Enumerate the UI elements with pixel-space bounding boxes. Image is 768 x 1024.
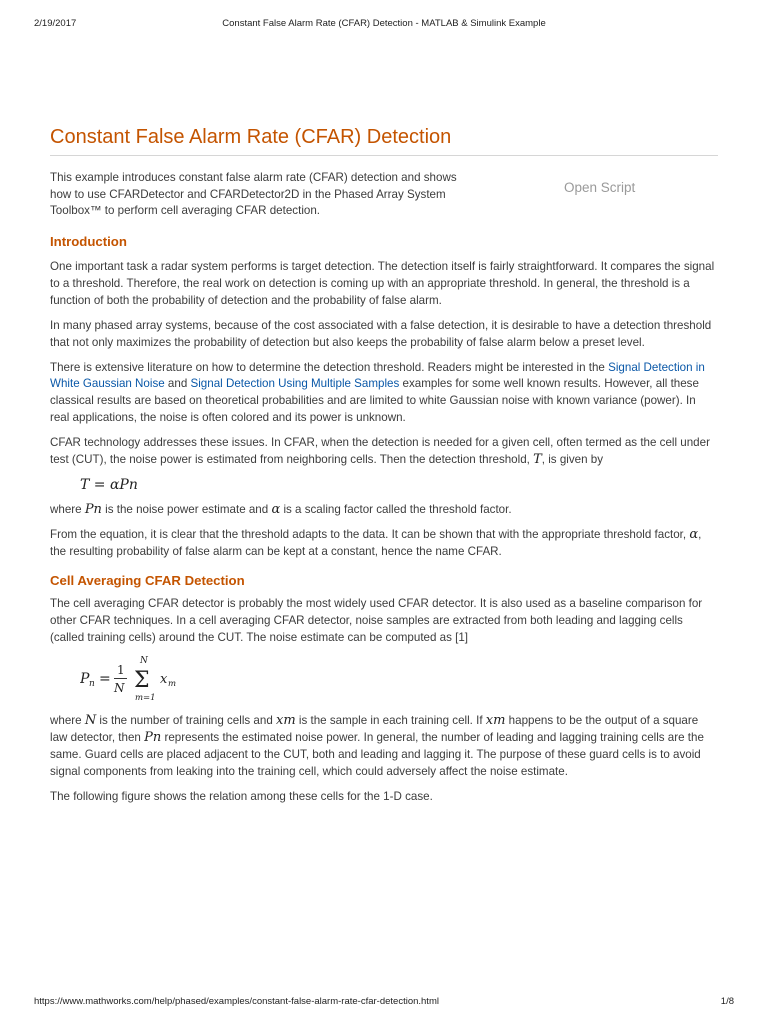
math-symbol-N: N	[84, 713, 97, 729]
svg-text:m: m	[168, 679, 177, 690]
section-heading-introduction: Introduction	[50, 234, 127, 249]
paragraph: In many phased array systems, because of the cost associated with a false detection, it is desirable to have a detection threshold that not only maximizes the probability of detection but also keeps the probability of false alarm below a preset level.	[50, 318, 712, 349]
paragraph-text: is a scaling factor called the threshold factor.	[280, 502, 512, 516]
equation-figure	[80, 654, 220, 704]
paragraph	[50, 713, 718, 781]
paragraph-text: examples for some well known results. However, all these classical results are based on theoretical probabilities and are limited to white Gaussian noise with known variance (power). In real applications, the noise is often colored and its power is unknown.	[50, 377, 699, 425]
paragraph-text: where	[50, 502, 85, 516]
svg-text:1: 1	[117, 663, 125, 678]
paragraph-text: is the noise power estimate and	[101, 502, 272, 516]
equation-text: T = αPn	[80, 476, 138, 493]
svg-text:=: =	[99, 671, 111, 688]
print-page-title: Constant False Alarm Rate (CFAR) Detection - MATLAB & Simulink Example	[222, 18, 546, 29]
math-symbol-alpha: α	[689, 526, 699, 542]
section-heading-cell-averaging: Cell Averaging CFAR Detection	[50, 572, 245, 588]
paragraph-text: and	[164, 377, 191, 391]
print-header	[34, 18, 734, 32]
math-symbol-alpha: α	[271, 501, 281, 517]
print-footer	[34, 996, 734, 1010]
paragraph: The following figure shows the relation among these cells for the 1-D case.	[50, 790, 433, 804]
print-date: 2/19/2017	[34, 18, 77, 29]
svg-text:N: N	[114, 681, 125, 696]
link-signal-detection-white-gaussian-noise[interactable]: Signal Detection in White Gaussian Noise	[50, 360, 705, 391]
svg-text:N: N	[140, 656, 148, 667]
page-number: 1/8	[720, 996, 734, 1007]
svg-text:n: n	[89, 679, 95, 690]
link-signal-detection-multiple-samples[interactable]: Signal Detection Using Multiple Samples	[190, 377, 400, 391]
svg-text:x: x	[160, 672, 168, 688]
intro-row	[50, 170, 718, 220]
svg-text:P: P	[80, 671, 90, 688]
page-title: Constant False Alarm Rate (CFAR) Detection	[50, 126, 718, 156]
paragraph-text: represents the estimated noise power. In general, the number of leading and lagging training cells are the same. Guard cells are placed adjacent to the CUT, both and leading and lagging it. The purpose of these guard cells is to avoid signal components from leaking into the training cell, which could adversely affect the noise estimate.	[50, 731, 704, 779]
article	[50, 126, 718, 806]
open-script-button[interactable]: Open Script	[564, 180, 636, 195]
equation-noise-estimate	[80, 654, 718, 704]
paragraph	[50, 360, 718, 428]
paragraph: The cell averaging CFAR detector is probably the most widely used CFAR detector. It is also used as a baseline comparison for other CFAR techniques. In a cell averaging CFAR detector, noise samples are extracted from both leading and lagging cells (called training cells) around the CUT. The noise estimate can be computed as [1]	[50, 596, 703, 644]
math-symbol-T: T	[533, 452, 542, 468]
paragraph-text: is the number of training cells and	[96, 714, 276, 728]
math-symbol-xm: xm	[485, 713, 506, 729]
paragraph	[50, 502, 718, 519]
svg-text:Σ: Σ	[134, 668, 150, 694]
math-symbol-Pn: Pn	[144, 730, 162, 746]
math-symbol-Pn: Pn	[84, 501, 102, 517]
svg-text:m=1: m=1	[135, 693, 156, 704]
paragraph-text: is the sample in each training cell. If	[295, 714, 486, 728]
print-url: https://www.mathworks.com/help/phased/examples/constant-false-alarm-rate-cfar-detection.html	[34, 996, 439, 1007]
paragraph	[50, 527, 718, 561]
paragraph-text: From the equation, it is clear that the threshold adapts to the data. It can be shown that with the appropriate threshold factor,	[50, 527, 690, 541]
paragraph-text: , is given by	[541, 453, 603, 467]
paragraph	[50, 435, 718, 469]
paragraph-text: , the resulting probability of false alarm can be kept at a constant, hence the name CFAR.	[50, 527, 702, 558]
equation-threshold	[80, 475, 718, 495]
paragraph-text: happens to be the output of a square law detector, then	[50, 714, 699, 745]
paragraph: One important task a radar system performs is target detection. The detection itself is fairly straightforward. It compares the signal to a threshold. Therefore, the real work on detection is coming up with an appropriate threshold. In general, the threshold is a function of both the probability of detection and the probability of false alarm.	[50, 260, 715, 307]
math-symbol-xm: xm	[276, 713, 296, 729]
paragraph-text: There is extensive literature on how to determine the detection threshold. Readers might be interested in the	[50, 360, 609, 374]
paragraph-text: where	[50, 714, 85, 728]
paragraph-text: CFAR technology addresses these issues. In CFAR, when the detection is needed for a given cell, often termed as the cell under test (CUT), the noise power is estimated from neighboring cells. Then the detection threshold,	[50, 436, 710, 467]
intro-text: This example introduces constant false alarm rate (CFAR) detection and shows how to use CFARDetector and CFARDetector2D in the Phased Array System Toolbox™ to perform cell averaging CFAR detection.	[50, 171, 457, 217]
